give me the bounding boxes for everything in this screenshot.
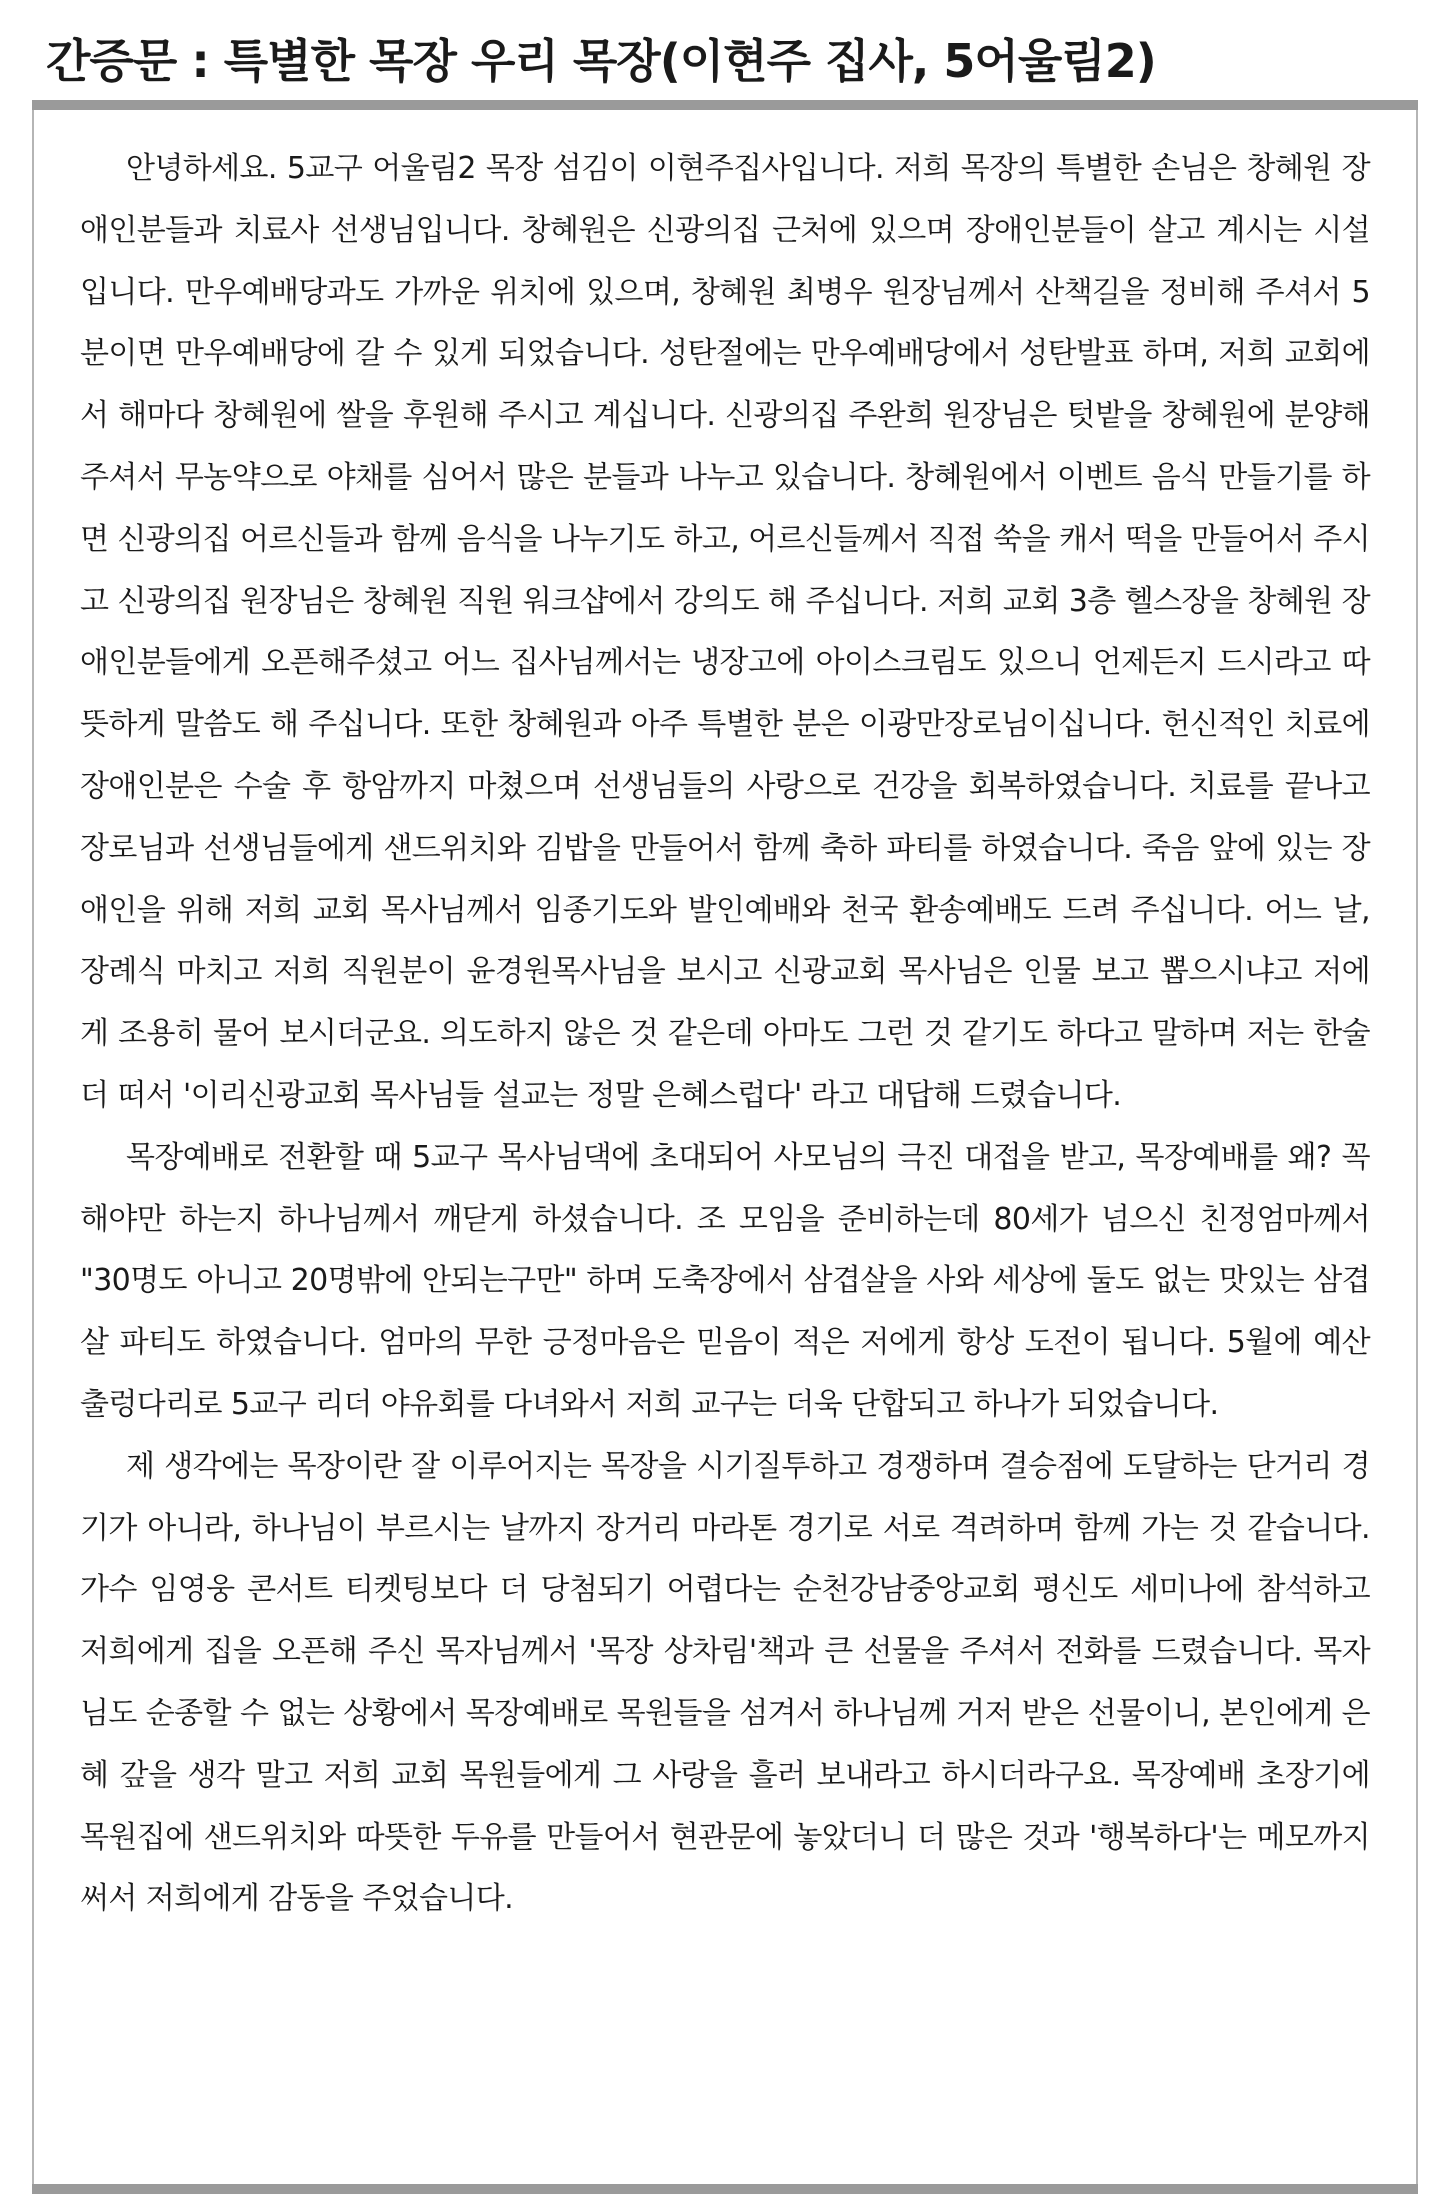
paragraph-2: 목장예배로 전환할 때 5교구 목사님댁에 초대되어 사모님의 극진 대접을 받고, 목장예배를 왜? 꼭 해야만 하는지 하나님께서 깨닫게 하셨습니다. 조 모임을 준비하는데 80세가 넘으신 친정엄마께서 "30명도 아니고 20명밖에 안되는구만" 하며 도축장에서 삼겹살을 사와 세상에 둘도 없는 맛있는 삼겹살 파티도 하였습니다. 엄마의 무한 긍정마음은 믿음이 적은 저에게 항상 도전이 됩니다. 5월에 예산 출렁다리로 5교구 리더 야유회를 다녀와서 저희 교구는 더욱 단합되고 하나가 되었습니다. (80, 1139, 1370, 1422)
paragraph-3: 제 생각에는 목장이란 잘 이루어지는 목장을 시기질투하고 경쟁하며 결승점에 도달하는 단거리 경기가 아니라, 하나님이 부르시는 날까지 장거리 마라톤 경기로 서로 격려하며 함께 가는 것 같습니다. 가수 임영웅 콘서트 티켓팅보다 더 당첨되기 어렵다는 순천강남중앙교회 평신도 세미나에 참석하고 저희에게 집을 오픈해 주신 목자님께서 '목장 상차림'책과 큰 선물을 주셔서 전화를 드렸습니다. 목자님도 순종할 수 없는 상황에서 목장예배로 목원들을 섬겨서 하나님께 거저 받은 선물이니, 본인에게 은혜 갚을 생각 말고 저희 교회 목원들에게 그 사랑을 흘러 보내라고 하시더라구요. 목장예배 초장기에 목원집에 샌드위치와 따뜻한 두유를 만들어서 현관문에 놓았더니 더 많은 것과 '행복하다'는 메모까지 써서 저희에게 감동을 주었습니다. (80, 1448, 1370, 1917)
article-title: 간증문 : 특별한 목장 우리 목장(이현주 집사, 5어울림2) (46, 34, 1156, 88)
title-divider (32, 100, 1418, 110)
left-border (32, 110, 34, 2184)
bottom-divider (32, 2184, 1418, 2194)
article-body (80, 138, 1370, 1930)
right-border (1416, 110, 1418, 2184)
paragraph-1: 안녕하세요. 5교구 어울림2 목장 섬김이 이현주집사입니다. 저희 목장의 특별한 손님은 창혜원 장애인분들과 치료사 선생님입니다. 창혜원은 신광의집 근처에 있으며 장애인분들이 살고 계시는 시설입니다. 만우예배당과도 가까운 위치에 있으며, 창혜원 최병우 원장님께서 산책길을 정비해 주셔서 5분이면 만우예배당에 갈 수 있게 되었습니다. 성탄절에는 만우예배당에서 성탄발표 하며, 저희 교회에서 해마다 창혜원에 쌀을 후원해 주시고 계십니다. 신광의집 주완희 원장님은 텃밭을 창혜원에 분양해 주셔서 무농약으로 야채를 심어서 많은 분들과 나누고 있습니다. 창혜원에서 이벤트 음식 만들기를 하면 신광의집 어르신들과 함께 음식을 나누기도 하고, 어르신들께서 직접 쑥을 캐서 떡을 만들어서 주시고 신광의집 원장님은 창혜원 직원 워크샵에서 강의도 해 주십니다. 저희 교회 3층 헬스장을 창혜원 장애인분들에게 오픈해주셨고 어느 집사님께서는 냉장고에 아이스크림도 있으니 언제든지 드시라고 따뜻하게 말씀도 해 주십니다. 또한 창혜원과 아주 특별한 분은 이광만장로님이십니다. 헌신적인 치료에 장애인분은 수술 후 항암까지 마쳤으며 선생님들의 사랑으로 건강을 회복하였습니다. 치료를 끝나고 장로님과 선생님들에게 샌드위치와 김밥을 만들어서 함께 축하 파티를 하였습니다. 죽음 앞에 있는 장애인을 위해 저희 교회 목사님께서 임종기도와 발인예배와 천국 환송예배도 드려 주십니다. 어느 날, 장례식 마치고 저희 직원분이 윤경원목사님을 보시고 신광교회 목사님은 인물 보고 뽑으시냐고 저에게 조용히 물어 보시더군요. 의도하지 않은 것 같은데 아마도 그런 것 같기도 하다고 말하며 저는 한술 더 떠서 '이리신광교회 목사님들 설교는 정말 은혜스럽다' 라고 대답해 드렸습니다. (80, 151, 1370, 1113)
